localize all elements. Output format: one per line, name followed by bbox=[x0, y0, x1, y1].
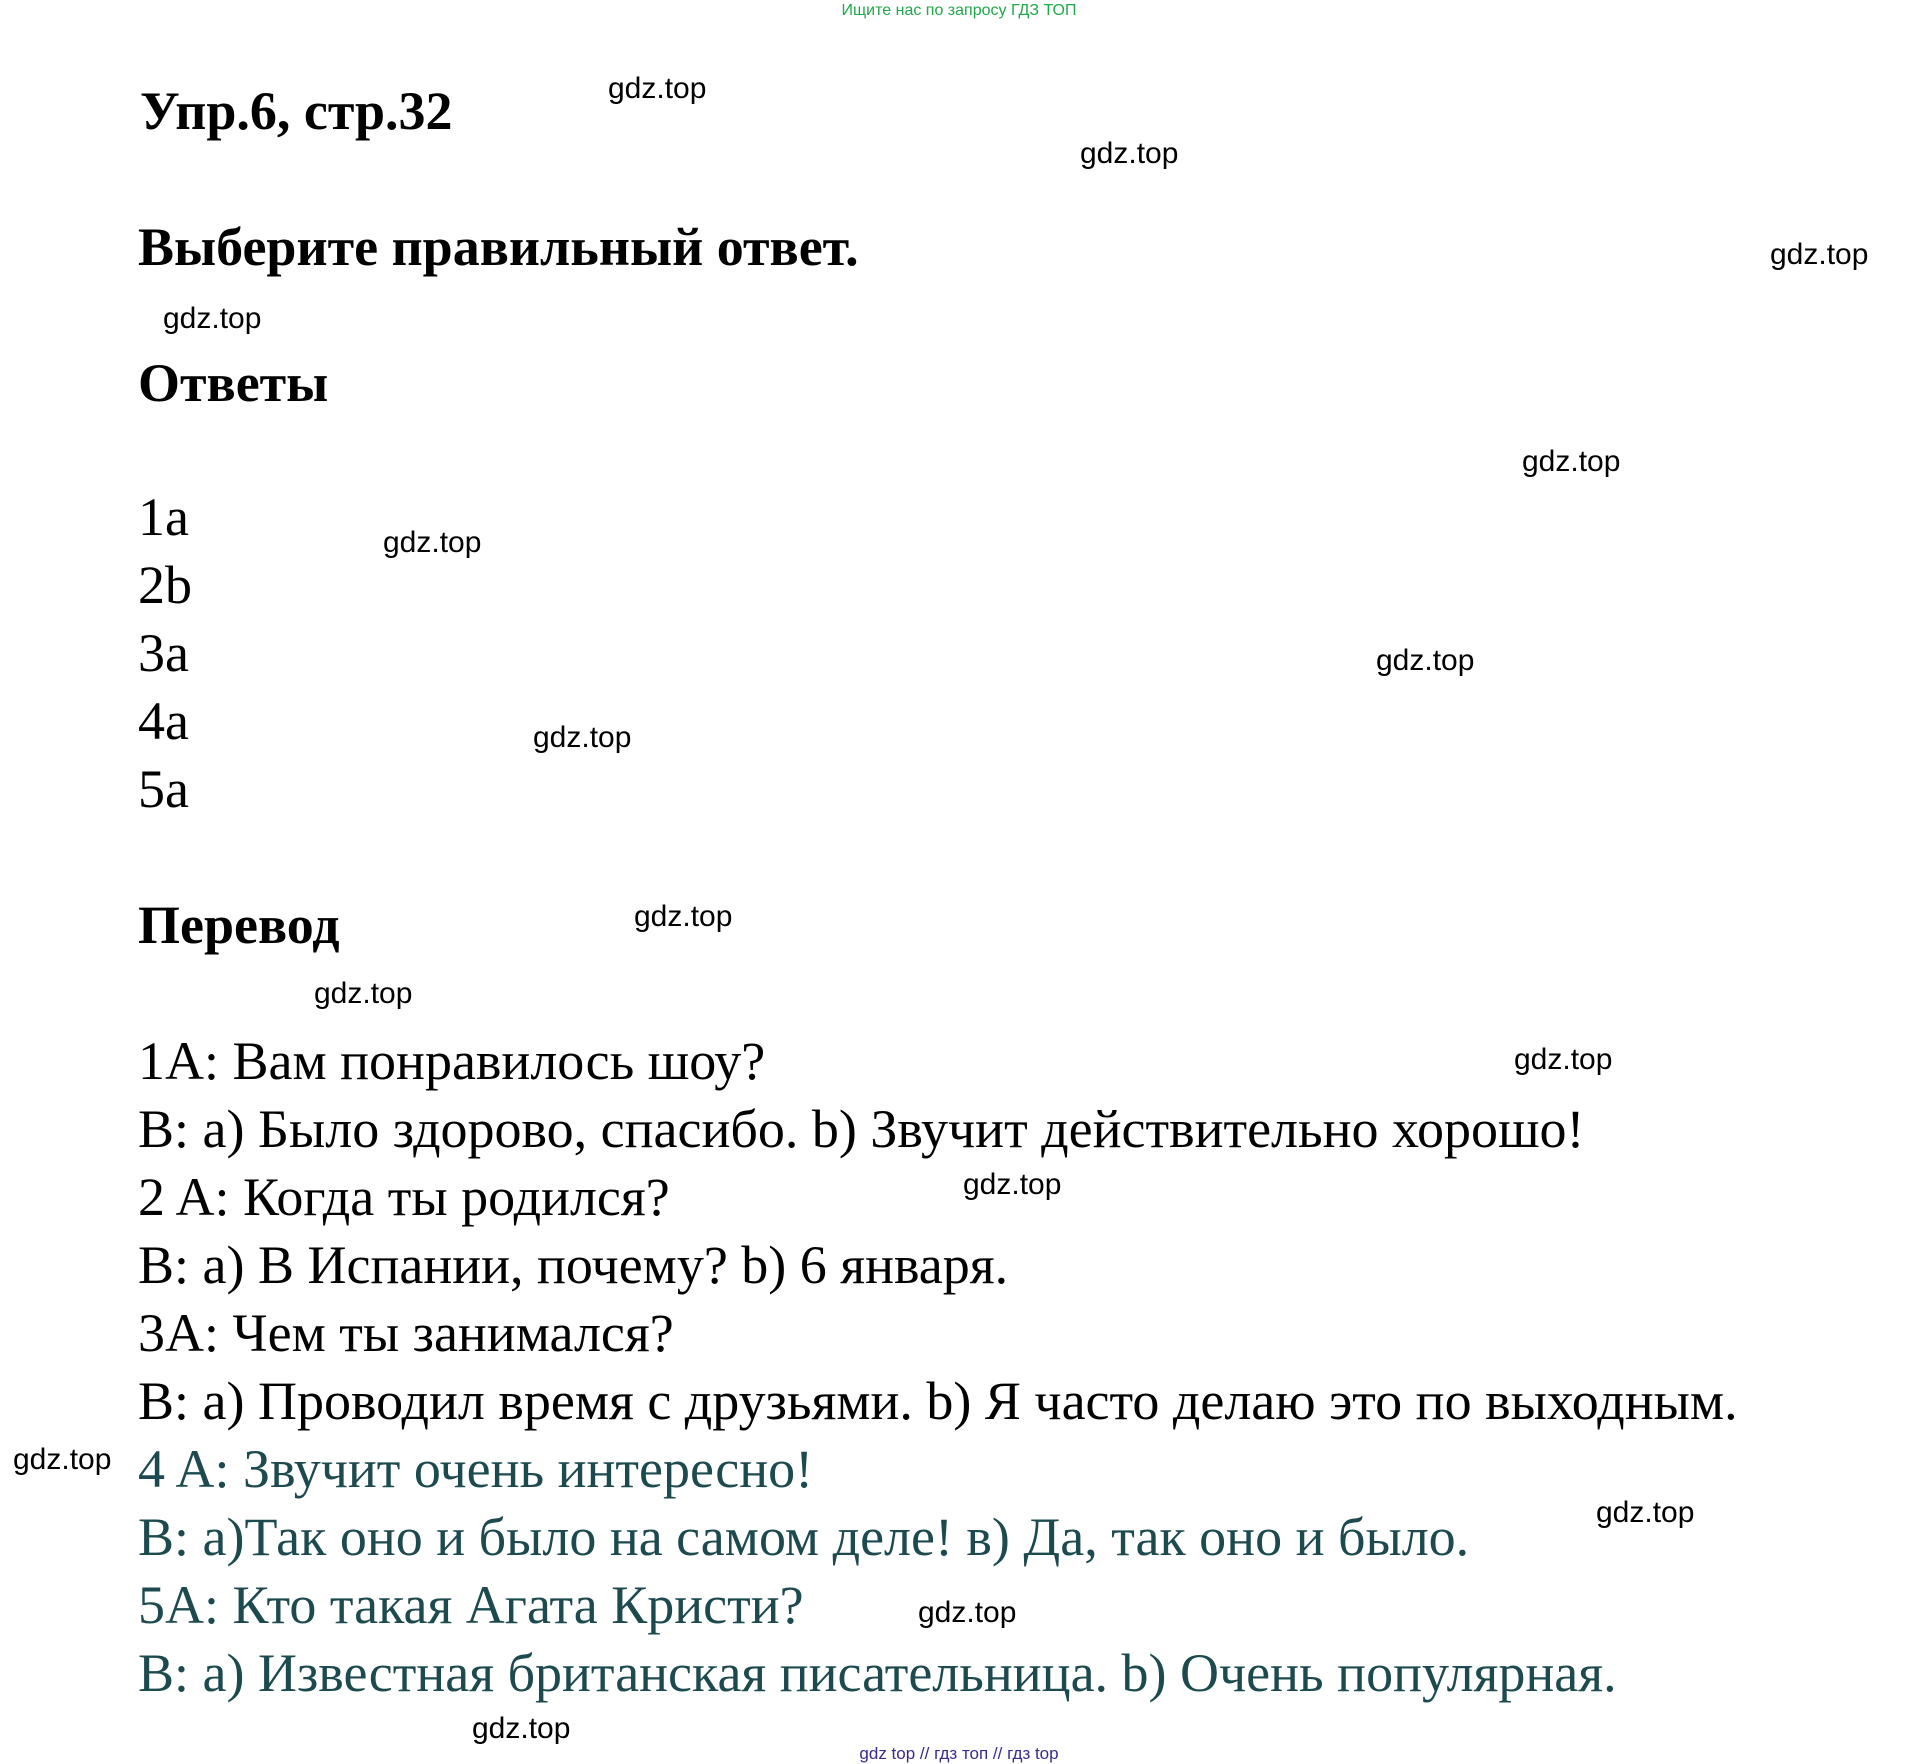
footer-caption: gdz top // гдз топ // гдз top bbox=[859, 1744, 1059, 1763]
answer-item: 4a bbox=[138, 691, 189, 751]
watermark: gdz.top bbox=[918, 1596, 1017, 1629]
watermark: gdz.top bbox=[634, 900, 733, 933]
watermark: gdz.top bbox=[1770, 238, 1869, 271]
top-banner: Ищите нас по запросу ГДЗ ТОП bbox=[841, 2, 1077, 19]
translation-line: 2 A: Когда ты родился? bbox=[138, 1167, 670, 1227]
watermark: gdz.top bbox=[1376, 644, 1475, 677]
translation-line: B: a) Было здорово, спасибо. b) Звучит действительно хорошо! bbox=[138, 1099, 1585, 1159]
watermark: gdz.top bbox=[1080, 137, 1179, 170]
translation-line: 4 A: Звучит очень интересно! bbox=[138, 1439, 814, 1499]
watermark: gdz.top bbox=[608, 72, 707, 105]
task-heading: Выберите правильный ответ. bbox=[138, 217, 859, 277]
answers-heading: Ответы bbox=[138, 353, 329, 413]
translation-heading: Перевод bbox=[138, 895, 340, 955]
answer-item: 1a bbox=[138, 487, 189, 547]
translation-line: 3A: Чем ты занимался? bbox=[138, 1303, 674, 1363]
page-title: Упр.6, стр.32 bbox=[140, 81, 453, 141]
translation-line: B: a) В Испании, почему? b) 6 января. bbox=[138, 1235, 1009, 1295]
translation-line: B: a)Так оно и было на самом деле! в) Да, так оно и было. bbox=[138, 1507, 1470, 1567]
watermark: gdz.top bbox=[472, 1712, 571, 1745]
answer-item: 5a bbox=[138, 759, 189, 819]
watermark: gdz.top bbox=[963, 1168, 1062, 1201]
translation-line: B: a) Известная британская писательница. b) Очень популярная. bbox=[138, 1643, 1617, 1703]
watermark: gdz.top bbox=[1596, 1496, 1695, 1529]
translation-line: B: a) Проводил время с друзьями. b) Я часто делаю это по выходным. bbox=[138, 1371, 1738, 1431]
watermark: gdz.top bbox=[163, 302, 262, 335]
translation-line: 5A: Кто такая Агата Кристи? bbox=[138, 1575, 804, 1635]
translation-line: 1A: Вам понравилось шоу? bbox=[138, 1031, 766, 1091]
watermark: gdz.top bbox=[383, 526, 482, 559]
watermark: gdz.top bbox=[13, 1443, 112, 1476]
answer-item: 2b bbox=[138, 555, 192, 615]
watermark: gdz.top bbox=[1522, 445, 1621, 478]
watermark: gdz.top bbox=[1514, 1043, 1613, 1076]
answer-item: 3a bbox=[138, 623, 189, 683]
watermark: gdz.top bbox=[533, 721, 632, 754]
watermark: gdz.top bbox=[314, 977, 413, 1010]
